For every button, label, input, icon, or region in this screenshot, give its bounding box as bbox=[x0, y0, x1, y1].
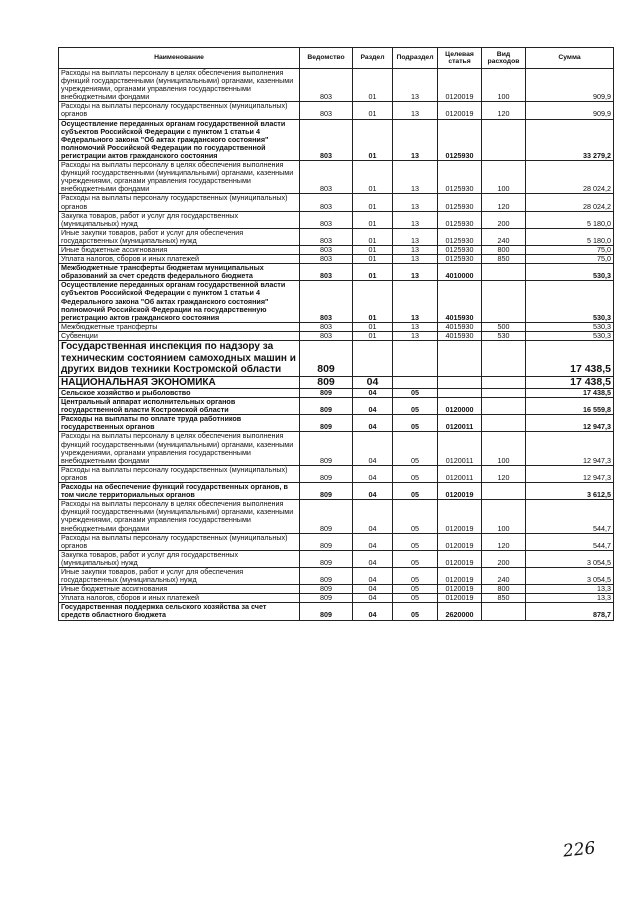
row-name: Иные бюджетные ассигнования bbox=[59, 245, 300, 254]
header-section: Раздел bbox=[353, 48, 393, 69]
row-target-item: 0120011 bbox=[438, 415, 482, 432]
row-expense-type bbox=[482, 264, 526, 281]
row-amount: 5 180,0 bbox=[526, 228, 614, 245]
row-department: 809 bbox=[300, 389, 353, 398]
row-target-item: 0125930 bbox=[438, 255, 482, 264]
row-subsection: 05 bbox=[393, 483, 438, 500]
row-expense-type: 800 bbox=[482, 585, 526, 594]
row-target-item: 0125930 bbox=[438, 245, 482, 254]
row-name: Государственная инспекция по надзору за техническим состоянием самоходных машин и других видов техники Костромской области bbox=[59, 341, 300, 377]
row-subsection: 13 bbox=[393, 281, 438, 322]
row-section: 01 bbox=[353, 69, 393, 102]
row-target-item: 0125930 bbox=[438, 194, 482, 211]
row-target-item: 0120019 bbox=[438, 550, 482, 567]
header-department: Ведомство bbox=[300, 48, 353, 69]
table-row bbox=[59, 211, 614, 228]
table-row bbox=[59, 594, 614, 603]
table-row bbox=[59, 465, 614, 482]
row-target-item: 0120019 bbox=[438, 567, 482, 584]
row-amount: 909,9 bbox=[526, 69, 614, 102]
row-department: 809 bbox=[300, 415, 353, 432]
row-department: 809 bbox=[300, 567, 353, 584]
row-amount: 530,3 bbox=[526, 331, 614, 340]
row-department: 809 bbox=[300, 550, 353, 567]
row-amount: 5 180,0 bbox=[526, 211, 614, 228]
row-name: Иные закупки товаров, работ и услуг для обеспечения государственных (муниципальных) нужд bbox=[59, 228, 300, 245]
row-target-item: 0125930 bbox=[438, 119, 482, 160]
row-amount: 13,3 bbox=[526, 594, 614, 603]
row-expense-type: 850 bbox=[482, 594, 526, 603]
table-row bbox=[59, 322, 614, 331]
row-section: 01 bbox=[353, 194, 393, 211]
page-number: 226 bbox=[562, 838, 597, 862]
row-department: 809 bbox=[300, 376, 353, 389]
row-subsection: 05 bbox=[393, 398, 438, 415]
header-amount: Сумма bbox=[526, 48, 614, 69]
row-department: 803 bbox=[300, 281, 353, 322]
table-row bbox=[59, 398, 614, 415]
row-amount: 12 947,3 bbox=[526, 415, 614, 432]
row-target-item: 4015930 bbox=[438, 331, 482, 340]
row-name: Расходы на выплаты персоналу в целях обеспечения выполнения функций государственными (муниципальными) органами, казенными учреждениями, органами управления государственными внебюджетными фондами bbox=[59, 500, 300, 533]
row-department: 803 bbox=[300, 228, 353, 245]
row-target-item bbox=[438, 389, 482, 398]
row-subsection: 05 bbox=[393, 550, 438, 567]
row-amount: 17 438,5 bbox=[526, 341, 614, 377]
row-department: 803 bbox=[300, 119, 353, 160]
row-expense-type: 200 bbox=[482, 211, 526, 228]
table-row bbox=[59, 550, 614, 567]
row-amount: 3 054,5 bbox=[526, 550, 614, 567]
row-subsection: 13 bbox=[393, 264, 438, 281]
row-target-item: 4010000 bbox=[438, 264, 482, 281]
row-department: 809 bbox=[300, 432, 353, 465]
row-subsection: 13 bbox=[393, 245, 438, 254]
row-target-item: 2620000 bbox=[438, 603, 482, 620]
table-row bbox=[59, 567, 614, 584]
header-subsection: Подраздел bbox=[393, 48, 438, 69]
row-name: Расходы на выплаты персоналу в целях обеспечения выполнения функций государственными (муниципальными) органами, казенными учреждениями, органами управления государственными внебюджетными фондами bbox=[59, 161, 300, 194]
row-subsection: 05 bbox=[393, 594, 438, 603]
row-section bbox=[353, 341, 393, 377]
row-name: Уплата налогов, сборов и иных платежей bbox=[59, 255, 300, 264]
row-department: 803 bbox=[300, 194, 353, 211]
row-subsection: 13 bbox=[393, 119, 438, 160]
row-target-item: 0120019 bbox=[438, 483, 482, 500]
row-department: 809 bbox=[300, 465, 353, 482]
row-subsection: 13 bbox=[393, 194, 438, 211]
row-name: Расходы на выплаты персоналу в целях обеспечения выполнения функций государственными (муниципальными) органами, казенными учреждениями, органами управления государственными внебюджетными фондами bbox=[59, 69, 300, 102]
row-target-item: 0120019 bbox=[438, 585, 482, 594]
row-expense-type: 800 bbox=[482, 245, 526, 254]
row-subsection: 05 bbox=[393, 567, 438, 584]
row-subsection: 05 bbox=[393, 432, 438, 465]
row-target-item bbox=[438, 341, 482, 377]
row-name: Субвенции bbox=[59, 331, 300, 340]
row-subsection: 13 bbox=[393, 211, 438, 228]
row-amount: 909,9 bbox=[526, 102, 614, 119]
table-row bbox=[59, 432, 614, 465]
row-section: 04 bbox=[353, 465, 393, 482]
row-expense-type: 500 bbox=[482, 322, 526, 331]
row-subsection: 13 bbox=[393, 322, 438, 331]
table-row bbox=[59, 376, 614, 389]
table-row bbox=[59, 255, 614, 264]
row-section: 01 bbox=[353, 119, 393, 160]
row-section: 01 bbox=[353, 264, 393, 281]
row-name: Закупка товаров, работ и услуг для государственных (муниципальных) нужд bbox=[59, 211, 300, 228]
row-target-item: 0125930 bbox=[438, 228, 482, 245]
row-target-item: 0120019 bbox=[438, 594, 482, 603]
row-subsection: 05 bbox=[393, 500, 438, 533]
row-name: Иные бюджетные ассигнования bbox=[59, 585, 300, 594]
table-header-row bbox=[59, 48, 614, 69]
row-target-item: 0125930 bbox=[438, 161, 482, 194]
row-section: 01 bbox=[353, 322, 393, 331]
row-name: Расходы на выплаты персоналу государственных (муниципальных) органов bbox=[59, 465, 300, 482]
table-row bbox=[59, 281, 614, 322]
row-name: Расходы на обеспечение функций государственных органов, в том числе территориальных органов bbox=[59, 483, 300, 500]
row-amount: 28 024,2 bbox=[526, 161, 614, 194]
row-section: 04 bbox=[353, 567, 393, 584]
row-department: 803 bbox=[300, 322, 353, 331]
row-name: Осуществление переданных органам государственной власти субъектов Российской Федерации с пунктом 1 статьи 4 Федерального закона "Об актах гражданского состояния" полномочий Российской Федерации по государственной регистрации актов гражданского состояния bbox=[59, 119, 300, 160]
row-name: Уплата налогов, сборов и иных платежей bbox=[59, 594, 300, 603]
row-name: Осуществление переданных органам государственной власти субъектов Российской Федерации с пунктом 1 статьи 4 Федерального закона "Об актах гражданского состояния" полномочий Российской Федерации на государственную регистрацию актов гражданского состояния bbox=[59, 281, 300, 322]
row-amount: 17 438,5 bbox=[526, 376, 614, 389]
row-subsection: 13 bbox=[393, 102, 438, 119]
row-department: 803 bbox=[300, 161, 353, 194]
row-department: 809 bbox=[300, 500, 353, 533]
row-section: 04 bbox=[353, 432, 393, 465]
row-amount: 3 612,5 bbox=[526, 483, 614, 500]
row-subsection: 13 bbox=[393, 161, 438, 194]
row-subsection: 13 bbox=[393, 331, 438, 340]
row-section: 04 bbox=[353, 533, 393, 550]
row-name: НАЦИОНАЛЬНАЯ ЭКОНОМИКА bbox=[59, 376, 300, 389]
row-section: 01 bbox=[353, 228, 393, 245]
row-section: 04 bbox=[353, 603, 393, 620]
table-row bbox=[59, 331, 614, 340]
row-subsection: 05 bbox=[393, 465, 438, 482]
row-department: 803 bbox=[300, 255, 353, 264]
row-subsection: 05 bbox=[393, 389, 438, 398]
row-department: 803 bbox=[300, 245, 353, 254]
table-row bbox=[59, 341, 614, 377]
row-subsection bbox=[393, 376, 438, 389]
row-expense-type: 120 bbox=[482, 533, 526, 550]
row-subsection: 05 bbox=[393, 415, 438, 432]
row-target-item: 0120019 bbox=[438, 102, 482, 119]
row-section: 04 bbox=[353, 550, 393, 567]
row-target-item: 0120011 bbox=[438, 432, 482, 465]
row-target-item: 0120019 bbox=[438, 500, 482, 533]
row-expense-type: 530 bbox=[482, 331, 526, 340]
row-amount: 3 054,5 bbox=[526, 567, 614, 584]
row-section: 01 bbox=[353, 211, 393, 228]
row-department: 809 bbox=[300, 585, 353, 594]
row-name: Расходы на выплаты персоналу государственных (муниципальных) органов bbox=[59, 102, 300, 119]
header-name: Наименование bbox=[59, 48, 300, 69]
row-name: Иные закупки товаров, работ и услуг для обеспечения государственных (муниципальных) нужд bbox=[59, 567, 300, 584]
row-expense-type: 120 bbox=[482, 102, 526, 119]
row-amount: 12 947,3 bbox=[526, 465, 614, 482]
row-section: 01 bbox=[353, 255, 393, 264]
row-subsection: 05 bbox=[393, 585, 438, 594]
row-section: 04 bbox=[353, 483, 393, 500]
row-section: 04 bbox=[353, 415, 393, 432]
row-section: 01 bbox=[353, 161, 393, 194]
row-expense-type bbox=[482, 376, 526, 389]
row-department: 809 bbox=[300, 398, 353, 415]
table-row bbox=[59, 500, 614, 533]
row-expense-type: 100 bbox=[482, 432, 526, 465]
row-amount: 878,7 bbox=[526, 603, 614, 620]
row-section: 04 bbox=[353, 585, 393, 594]
row-department: 809 bbox=[300, 341, 353, 377]
row-target-item bbox=[438, 376, 482, 389]
row-subsection: 13 bbox=[393, 228, 438, 245]
row-section: 04 bbox=[353, 376, 393, 389]
row-department: 809 bbox=[300, 594, 353, 603]
row-department: 803 bbox=[300, 102, 353, 119]
row-amount: 544,7 bbox=[526, 533, 614, 550]
row-target-item: 4015930 bbox=[438, 322, 482, 331]
row-subsection: 13 bbox=[393, 69, 438, 102]
row-subsection: 05 bbox=[393, 603, 438, 620]
row-target-item: 0120000 bbox=[438, 398, 482, 415]
row-expense-type: 100 bbox=[482, 69, 526, 102]
table-row bbox=[59, 603, 614, 620]
row-section: 04 bbox=[353, 594, 393, 603]
row-expense-type bbox=[482, 119, 526, 160]
row-subsection: 05 bbox=[393, 533, 438, 550]
row-section: 01 bbox=[353, 281, 393, 322]
row-amount: 28 024,2 bbox=[526, 194, 614, 211]
row-name: Расходы на выплаты по оплате труда работников государственных органов bbox=[59, 415, 300, 432]
row-section: 01 bbox=[353, 245, 393, 254]
row-department: 809 bbox=[300, 483, 353, 500]
row-expense-type: 100 bbox=[482, 500, 526, 533]
table-row bbox=[59, 102, 614, 119]
row-section: 01 bbox=[353, 331, 393, 340]
row-target-item: 0120011 bbox=[438, 465, 482, 482]
row-expense-type bbox=[482, 389, 526, 398]
table-row bbox=[59, 264, 614, 281]
row-amount: 33 279,2 bbox=[526, 119, 614, 160]
row-section: 01 bbox=[353, 102, 393, 119]
table-row bbox=[59, 415, 614, 432]
table-row bbox=[59, 69, 614, 102]
row-name: Сельское хозяйство и рыболовство bbox=[59, 389, 300, 398]
row-expense-type: 240 bbox=[482, 567, 526, 584]
row-expense-type: 200 bbox=[482, 550, 526, 567]
row-name: Центральный аппарат исполнительных органов государственной власти Костромской области bbox=[59, 398, 300, 415]
row-amount: 75,0 bbox=[526, 255, 614, 264]
header-expense-type: Вид расходов bbox=[482, 48, 526, 69]
row-department: 809 bbox=[300, 603, 353, 620]
row-expense-type: 100 bbox=[482, 161, 526, 194]
row-expense-type bbox=[482, 483, 526, 500]
row-section: 04 bbox=[353, 398, 393, 415]
row-amount: 75,0 bbox=[526, 245, 614, 254]
row-expense-type: 240 bbox=[482, 228, 526, 245]
row-name: Расходы на выплаты персоналу государственных (муниципальных) органов bbox=[59, 533, 300, 550]
header-target-item: Целевая статья bbox=[438, 48, 482, 69]
row-expense-type: 850 bbox=[482, 255, 526, 264]
row-name: Закупка товаров, работ и услуг для государственных (муниципальных) нужд bbox=[59, 550, 300, 567]
row-name: Расходы на выплаты персоналу государственных (муниципальных) органов bbox=[59, 194, 300, 211]
row-amount: 544,7 bbox=[526, 500, 614, 533]
row-target-item: 0120019 bbox=[438, 69, 482, 102]
row-section: 04 bbox=[353, 389, 393, 398]
row-target-item: 0120019 bbox=[438, 533, 482, 550]
table-row bbox=[59, 533, 614, 550]
row-department: 803 bbox=[300, 69, 353, 102]
row-department: 803 bbox=[300, 264, 353, 281]
row-department: 803 bbox=[300, 331, 353, 340]
row-expense-type bbox=[482, 341, 526, 377]
budget-table bbox=[58, 47, 614, 621]
row-expense-type bbox=[482, 398, 526, 415]
row-amount: 12 947,3 bbox=[526, 432, 614, 465]
table-row bbox=[59, 245, 614, 254]
row-subsection: 13 bbox=[393, 255, 438, 264]
table-row bbox=[59, 161, 614, 194]
table-row bbox=[59, 585, 614, 594]
table-row bbox=[59, 483, 614, 500]
table-row bbox=[59, 194, 614, 211]
row-department: 803 bbox=[300, 211, 353, 228]
table-row bbox=[59, 119, 614, 160]
row-name: Межбюджетные трансферты бюджетам муниципальных образований за счет средств федерального бюджета bbox=[59, 264, 300, 281]
row-amount: 530,3 bbox=[526, 322, 614, 331]
row-amount: 13,3 bbox=[526, 585, 614, 594]
row-department: 809 bbox=[300, 533, 353, 550]
table-row bbox=[59, 228, 614, 245]
row-amount: 530,3 bbox=[526, 281, 614, 322]
row-name: Межбюджетные трансферты bbox=[59, 322, 300, 331]
row-name: Расходы на выплаты персоналу в целях обеспечения выполнения функций государственными (муниципальными) органами, казенными учреждениями, органами управления государственными внебюджетными фондами bbox=[59, 432, 300, 465]
row-target-item: 0125930 bbox=[438, 211, 482, 228]
row-expense-type bbox=[482, 281, 526, 322]
table-row bbox=[59, 389, 614, 398]
row-expense-type bbox=[482, 603, 526, 620]
row-amount: 16 559,8 bbox=[526, 398, 614, 415]
row-amount: 530,3 bbox=[526, 264, 614, 281]
row-expense-type bbox=[482, 415, 526, 432]
row-expense-type: 120 bbox=[482, 465, 526, 482]
row-subsection bbox=[393, 341, 438, 377]
row-expense-type: 120 bbox=[482, 194, 526, 211]
row-name: Государственная поддержка сельского хозяйства за счет средств областного бюджета bbox=[59, 603, 300, 620]
row-section: 04 bbox=[353, 500, 393, 533]
row-target-item: 4015930 bbox=[438, 281, 482, 322]
row-amount: 17 438,5 bbox=[526, 389, 614, 398]
